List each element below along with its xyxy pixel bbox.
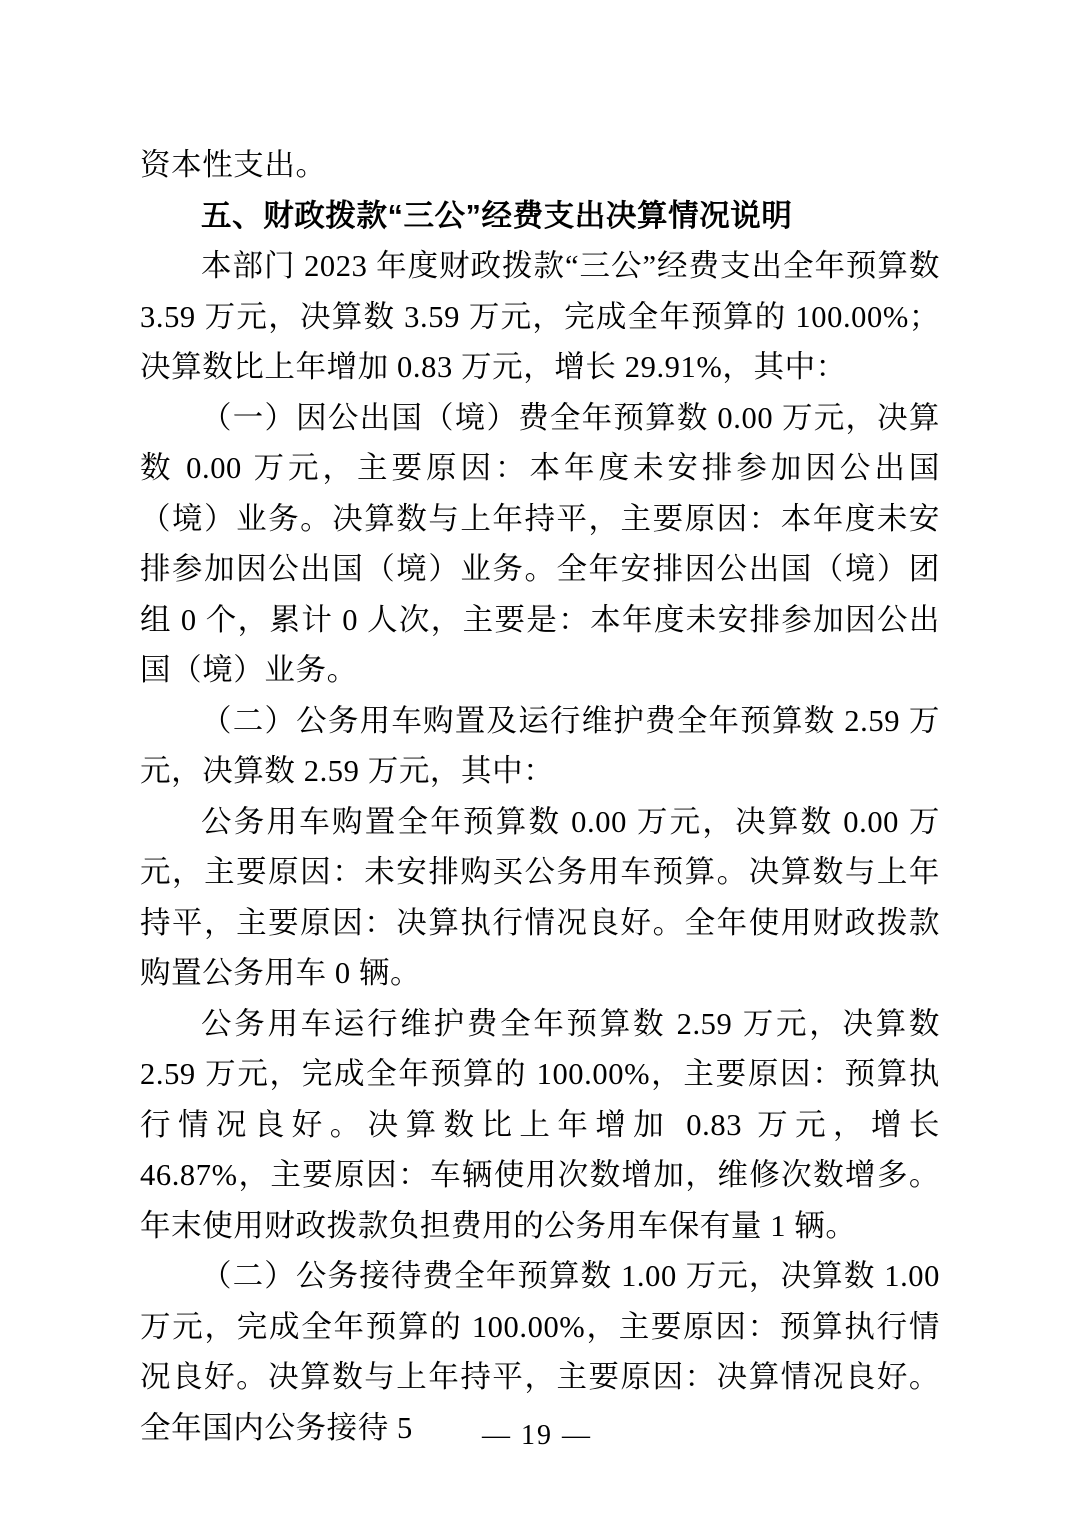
paragraph-overseas-travel: （一）因公出国（境）费全年预算数 0.00 万元，决算数 0.00 万元，主要原因：本年度未安排参加因公出国（境）业务。决算数与上年持平，主要原因：本年度未安排参加因公出国（境）业务。全年安排因公出国（境）团组 0 个，累计 0 人次，主要是：本年度未安排参加因公出国（境）业务。 — [140, 400, 940, 687]
section-heading-five: 五、财政拨款“三公”经费支出决算情况说明 — [201, 198, 793, 233]
paragraph-three-public-summary: 本部门 2023 年度财政拨款“三公”经费支出全年预算数 3.59 万元，决算数 3.59 万元，完成全年预算的 100.00%；决算数比上年增加 0.83 万元，增长 29.91%，其中： — [140, 249, 940, 384]
paragraph-official-reception: （二）公务接待费全年预算数 1.00 万元，决算数 1.00 万元，完成全年预算的 100.00%，主要原因：预算执行情况良好。决算数与上年持平，主要原因：决算情况良好。全年国内公务接待 5 — [140, 1259, 940, 1445]
page-number: — 19 — — [482, 1420, 592, 1451]
paragraph-official-vehicle-total: （二）公务用车购置及运行维护费全年预算数 2.59 万元，决算数 2.59 万元，其中： — [140, 703, 940, 788]
page-body — [140, 140, 940, 1453]
paragraph-vehicle-maintenance: 公务用车运行维护费全年预算数 2.59 万元，决算数 2.59 万元，完成全年预算的 100.00%，主要原因：预算执行情况良好。决算数比上年增加 0.83 万元，增长 46.87%，主要原因：车辆使用次数增加，维修次数增多。年末使用财政拨款负担费用的公务用车保有量 1 辆。 — [140, 1006, 940, 1243]
paragraph-continued-text: 资本性支出。 — [140, 148, 327, 182]
paragraph-vehicle-purchase: 公务用车购置全年预算数 0.00 万元，决算数 0.00 万元，主要原因：未安排购买公务用车预算。决算数与上年持平，主要原因：决算执行情况良好。全年使用财政拨款购置公务用车 0 辆。 — [140, 804, 940, 990]
